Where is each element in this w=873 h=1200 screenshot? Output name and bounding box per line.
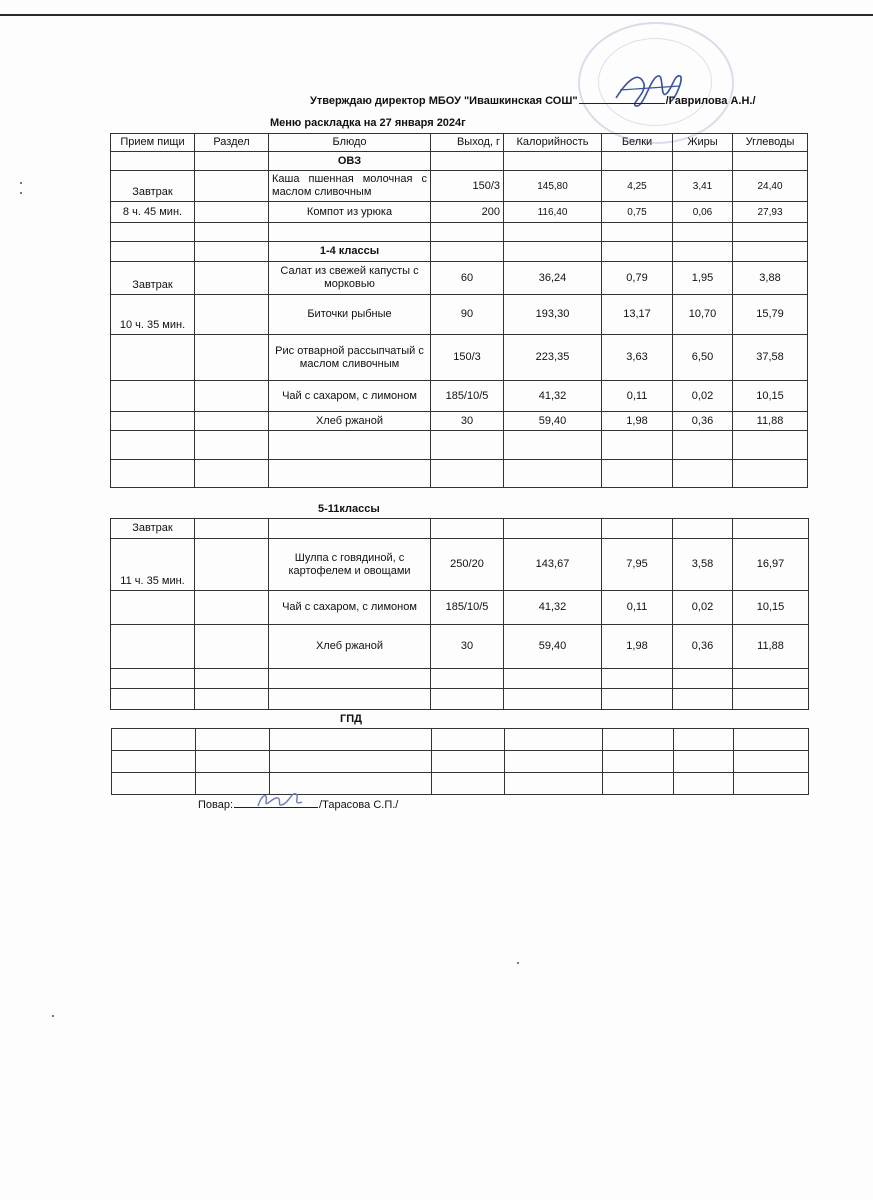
dish-carbs: 16,97 — [733, 539, 809, 591]
dish-kcal: 143,67 — [504, 539, 602, 591]
dish-output: 150/3 — [431, 171, 504, 202]
dish-output: 90 — [431, 295, 504, 335]
dish-protein: 0,11 — [602, 381, 673, 412]
table-row-empty — [112, 751, 809, 773]
table-row — [111, 262, 808, 295]
dish-fat: 3,41 — [673, 171, 733, 202]
table-row-empty — [111, 689, 809, 710]
director-signature — [610, 68, 690, 114]
dish-name: Хлеб ржаной — [269, 412, 431, 431]
dish-kcal: 145,80 — [504, 171, 602, 202]
dish-carbs: 24,40 — [733, 171, 808, 202]
dish-output: 185/10/5 — [431, 381, 504, 412]
dish-kcal: 116,40 — [504, 202, 602, 223]
table-row — [111, 171, 808, 202]
signature-line — [234, 797, 318, 808]
dish-output: 30 — [431, 412, 504, 431]
dish-name: Шулпа с говядиной, с картофелем и овощами — [269, 539, 431, 591]
dish-fat: 10,70 — [673, 295, 733, 335]
table-row-empty — [111, 431, 808, 460]
director-name: /Гаврилова А.Н./ — [665, 95, 756, 107]
dish-protein: 7,95 — [602, 539, 673, 591]
section-label-5-11: 5-11классы — [318, 503, 380, 515]
dish-carbs: 10,15 — [733, 591, 809, 625]
table-row — [111, 519, 809, 539]
table-header-row — [111, 134, 808, 152]
column-header: Раздел — [195, 134, 269, 152]
dish-fat: 6,50 — [673, 335, 733, 381]
table-row-empty — [112, 773, 809, 795]
table-row — [111, 591, 809, 625]
dish-name: Хлеб ржаной — [269, 625, 431, 669]
dish-name: Чай с сахаром, с лимоном — [269, 381, 431, 412]
column-header: Белки — [602, 134, 673, 152]
scan-top-border — [0, 14, 873, 16]
dish-output: 250/20 — [431, 539, 504, 591]
dish-carbs: 10,15 — [733, 381, 808, 412]
dish-name: Чай с сахаром, с лимоном — [269, 591, 431, 625]
dish-fat: 3,58 — [673, 539, 733, 591]
meal-time: 8 ч. 45 мин. — [111, 202, 195, 223]
dish-kcal: 193,30 — [504, 295, 602, 335]
dish-fat: 0,06 — [673, 202, 733, 223]
dish-protein: 1,98 — [602, 625, 673, 669]
scan-speck — [517, 962, 519, 964]
column-header: Блюдо — [269, 134, 431, 152]
table-row — [111, 295, 808, 335]
section-label-1-4: 1-4 классы — [269, 242, 431, 262]
meal-time: 11 ч. 35 мин. — [111, 539, 195, 591]
table-row — [111, 335, 808, 381]
approval-text: Утверждаю директор МБОУ "Ивашкинская СОШ" — [310, 95, 578, 107]
section-label-ovz: ОВЗ — [269, 152, 431, 171]
section-row — [111, 152, 808, 171]
table-row — [111, 625, 809, 669]
dish-kcal: 36,24 — [504, 262, 602, 295]
dish-output: 30 — [431, 625, 504, 669]
dish-output: 200 — [431, 202, 504, 223]
dish-output: 60 — [431, 262, 504, 295]
dish-carbs: 11,88 — [733, 625, 809, 669]
meal-label: Завтрак — [111, 171, 195, 202]
dish-output: 185/10/5 — [431, 591, 504, 625]
scan-speck — [20, 182, 22, 184]
dish-output: 150/3 — [431, 335, 504, 381]
dish-fat: 0,02 — [673, 381, 733, 412]
dish-name: Салат из свежей капусты с морковью — [269, 262, 431, 295]
dish-kcal: 223,35 — [504, 335, 602, 381]
cook-name: /Тарасова С.П./ — [319, 799, 399, 811]
menu-title: Меню раскладка на 27 января 2024г — [270, 117, 466, 129]
dish-protein: 13,17 — [602, 295, 673, 335]
dish-carbs: 15,79 — [733, 295, 808, 335]
cook-label: Повар: — [198, 799, 234, 811]
dish-name: Рис отварной рассыпчатый с маслом сливочным — [269, 335, 431, 381]
menu-table-gpd — [111, 728, 809, 795]
dish-kcal: 41,32 — [504, 381, 602, 412]
dish-fat: 0,36 — [673, 412, 733, 431]
dish-fat: 0,02 — [673, 591, 733, 625]
meal-label: Завтрак — [111, 519, 195, 539]
table-row-empty — [112, 729, 809, 751]
dish-protein: 0,79 — [602, 262, 673, 295]
dish-protein: 1,98 — [602, 412, 673, 431]
meal-time: 10 ч. 35 мин. — [111, 295, 195, 335]
dish-fat: 1,95 — [673, 262, 733, 295]
table-row-empty — [111, 223, 808, 242]
column-header: Прием пищи — [111, 134, 195, 152]
column-header: Углеводы — [733, 134, 808, 152]
dish-carbs: 11,88 — [733, 412, 808, 431]
dish-protein: 3,63 — [602, 335, 673, 381]
dish-name: Биточки рыбные — [269, 295, 431, 335]
dish-name: Компот из урюка — [269, 202, 431, 223]
table-row — [111, 202, 808, 223]
dish-carbs: 3,88 — [733, 262, 808, 295]
dish-protein: 4,25 — [602, 171, 673, 202]
dish-protein: 0,75 — [602, 202, 673, 223]
dish-carbs: 27,93 — [733, 202, 808, 223]
approval-line — [310, 93, 756, 107]
dish-carbs: 37,58 — [733, 335, 808, 381]
table-row — [111, 539, 809, 591]
table-row — [111, 381, 808, 412]
signature-line — [579, 93, 665, 104]
dish-fat: 0,36 — [673, 625, 733, 669]
table-row-empty — [111, 669, 809, 689]
column-header: Калорийность — [504, 134, 602, 152]
dish-kcal: 59,40 — [504, 625, 602, 669]
scan-speck — [52, 1015, 54, 1017]
dish-protein: 0,11 — [602, 591, 673, 625]
dish-kcal: 41,32 — [504, 591, 602, 625]
dish-name: Каша пшенная молочная с маслом сливочным — [269, 171, 431, 202]
section-label-gpd: ГПД — [340, 713, 362, 725]
dish-kcal: 59,40 — [504, 412, 602, 431]
scan-speck — [20, 192, 22, 194]
meal-label: Завтрак — [111, 262, 195, 295]
table-row-empty — [111, 460, 808, 488]
cook-line — [198, 797, 398, 811]
section-row — [111, 242, 808, 262]
column-header: Выход, г — [431, 134, 504, 152]
column-header: Жиры — [673, 134, 733, 152]
menu-table-5-11 — [110, 518, 809, 710]
menu-table-main — [110, 133, 808, 488]
table-row — [111, 412, 808, 431]
